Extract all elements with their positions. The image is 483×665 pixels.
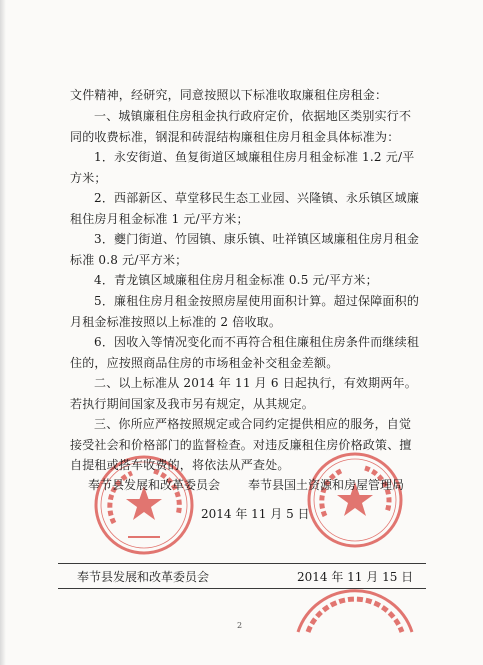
- scan-edge-shadow: [0, 0, 6, 665]
- paragraph-section-1: 一、城镇廉租住房租金执行政府定价，依据地区类别实行不同的收费标准，钢混和砖混结构廉租住房月租金具体标准为：: [70, 109, 412, 144]
- paragraph-continuation: 文件精神，经研究，同意按照以下标准收取廉租住房租金：: [70, 88, 388, 102]
- signature-date: 2014 年 11 月 5 日: [201, 507, 310, 521]
- paragraph-section-3: 三、你所应严格按照规定或合同约定提供相应的服务，自觉接受社会和价格部门的监督检查。对违反廉租住房价格政策、擅自提租或搭车收费的，将依法从严查处。: [70, 417, 412, 472]
- paragraph-item-4: 4．青龙镇区域廉租住房月租金标准 0.5 元/平方米；: [94, 273, 378, 287]
- paragraph-item-5: 5．廉租住房月租金按照房屋使用面积计算。超过保障面积的月租金标准按照以上标准的 2 倍收取。: [70, 294, 420, 329]
- footer-date: 2014 年 11 月 15 日: [297, 570, 414, 584]
- footer-rule-top: [58, 563, 426, 564]
- paragraph-item-2: 2．西部新区、草堂移民生态工业园、兴隆镇、永乐镇区域廉租住房月租金标准 1 元/平方米；: [70, 191, 420, 226]
- paragraph-item-1: 1．永安街道、鱼复街道区域廉租住房月租金标准 1.2 元/平方米；: [70, 150, 415, 185]
- page-number: 2: [237, 621, 243, 630]
- signer-left: 奉节县发展和改革委员会: [88, 478, 221, 492]
- signer-right: 奉节县国土资源和房屋管理局: [248, 478, 405, 492]
- paragraph-item-6: 6．因收入等情况变化而不再符合租住廉租住房条件而继续租住的，应按照商品住房的市场租金补交租金差额。: [70, 335, 420, 370]
- footer-issuer: 奉节县发展和改革委员会: [77, 570, 210, 584]
- paragraph-item-3: 3．夔门街道、竹园镇、康乐镇、吐祥镇区域廉租住房月租金标准 0.8 元/平方米；: [70, 232, 420, 267]
- paragraph-section-2: 二、以上标准从 2014 年 11 月 6 日起执行，有效期两年。若执行期间国家及我市另有规定，从其规定。: [70, 376, 417, 411]
- footer-rule-bottom: [58, 588, 426, 589]
